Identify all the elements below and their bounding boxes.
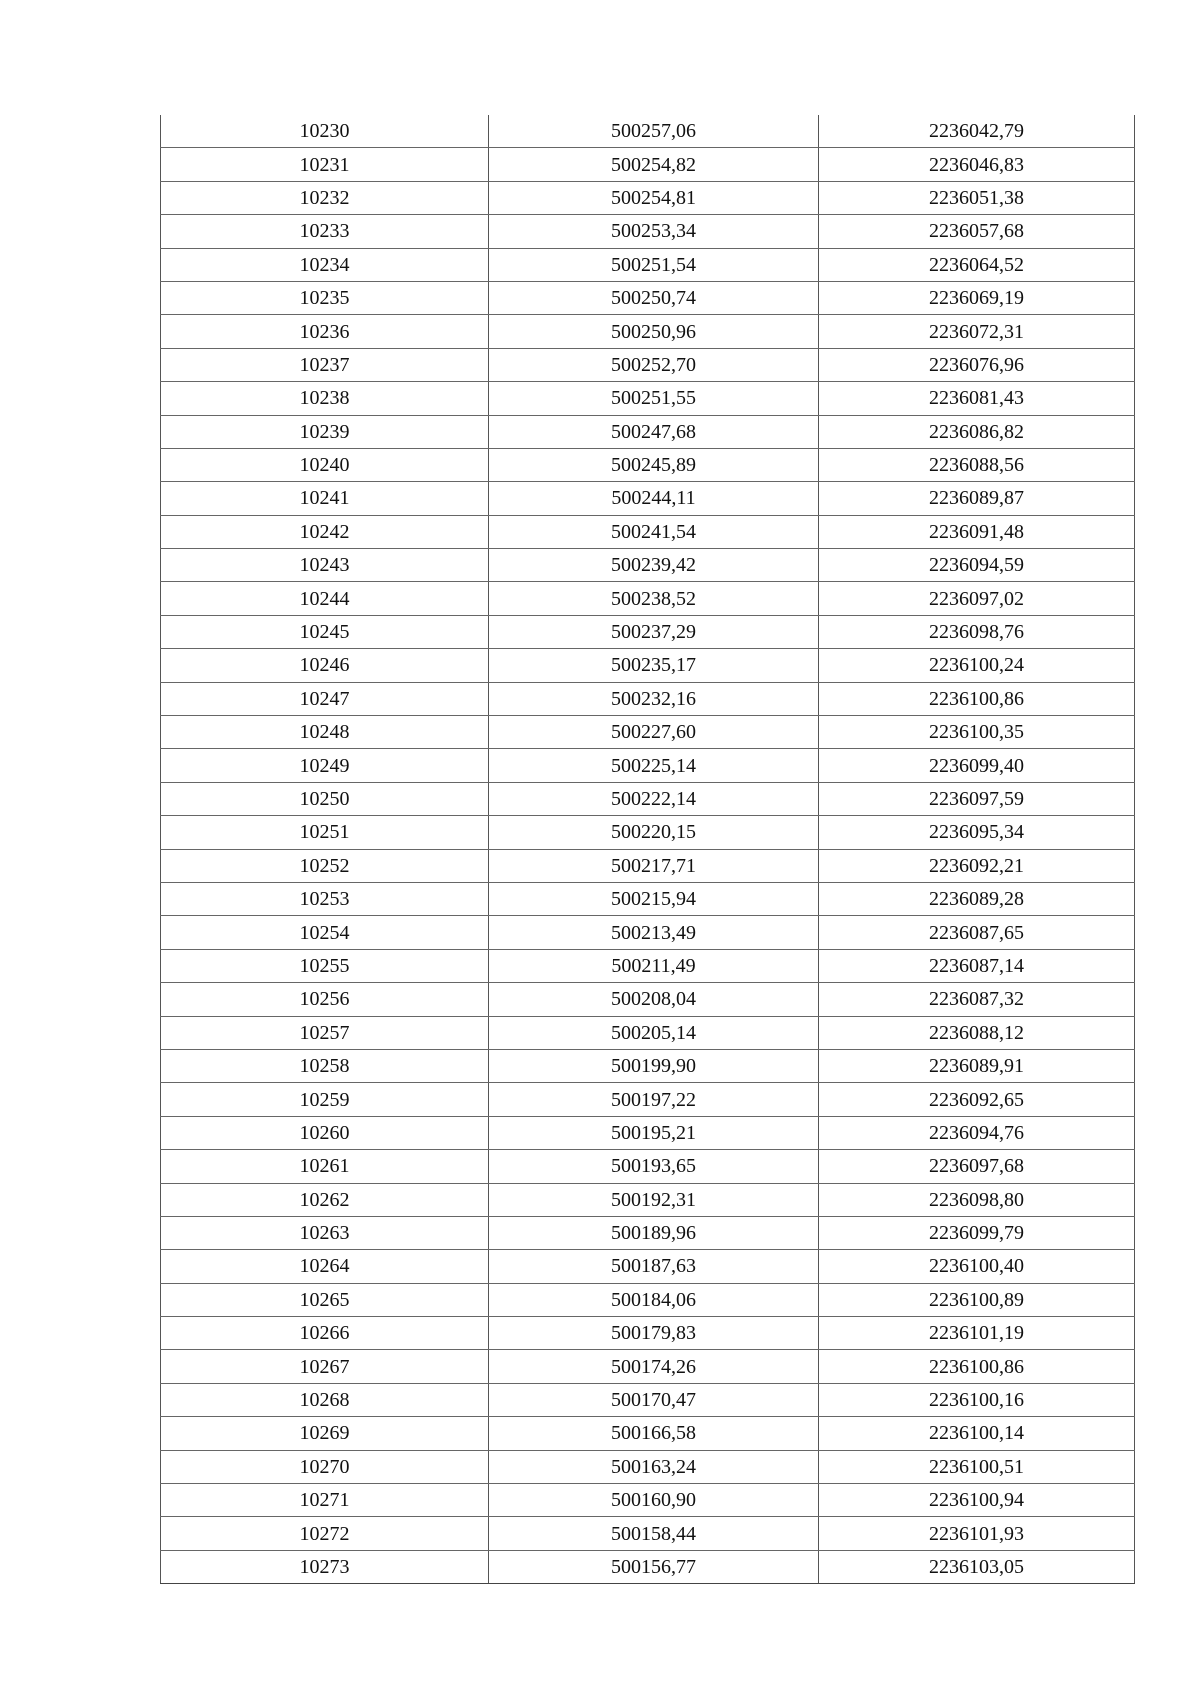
x-coordinate-cell: 500250,74	[489, 281, 819, 314]
x-coordinate-cell: 500193,65	[489, 1150, 819, 1183]
table-row	[161, 115, 1135, 148]
x-coordinate-cell: 500170,47	[489, 1383, 819, 1416]
x-coordinate-cell: 500244,11	[489, 482, 819, 515]
y-coordinate-cell: 2236051,38	[819, 181, 1135, 214]
y-coordinate-cell: 2236098,80	[819, 1183, 1135, 1216]
point-number-cell: 10253	[161, 882, 489, 915]
table-row	[161, 1350, 1135, 1383]
point-number-cell: 10236	[161, 315, 489, 348]
table-row	[161, 1417, 1135, 1450]
y-coordinate-cell: 2236081,43	[819, 382, 1135, 415]
table-row	[161, 549, 1135, 582]
point-number-cell: 10272	[161, 1517, 489, 1550]
y-coordinate-cell: 2236097,68	[819, 1150, 1135, 1183]
point-number-cell: 10231	[161, 148, 489, 181]
point-number-cell: 10242	[161, 515, 489, 548]
y-coordinate-cell: 2236100,35	[819, 716, 1135, 749]
x-coordinate-cell: 500163,24	[489, 1450, 819, 1483]
table-row	[161, 315, 1135, 348]
point-number-cell: 10252	[161, 849, 489, 882]
x-coordinate-cell: 500222,14	[489, 782, 819, 815]
table-row	[161, 348, 1135, 381]
y-coordinate-cell: 2236097,59	[819, 782, 1135, 815]
table-row	[161, 615, 1135, 648]
x-coordinate-cell: 500250,96	[489, 315, 819, 348]
table-row	[161, 148, 1135, 181]
x-coordinate-cell: 500251,54	[489, 248, 819, 281]
y-coordinate-cell: 2236094,59	[819, 549, 1135, 582]
y-coordinate-cell: 2236089,28	[819, 882, 1135, 915]
x-coordinate-cell: 500158,44	[489, 1517, 819, 1550]
y-coordinate-cell: 2236100,89	[819, 1283, 1135, 1316]
table-row	[161, 1250, 1135, 1283]
point-number-cell: 10261	[161, 1150, 489, 1183]
point-number-cell: 10263	[161, 1216, 489, 1249]
x-coordinate-cell: 500232,16	[489, 682, 819, 715]
point-number-cell: 10237	[161, 348, 489, 381]
y-coordinate-cell: 2236103,05	[819, 1550, 1135, 1583]
x-coordinate-cell: 500199,90	[489, 1049, 819, 1082]
y-coordinate-cell: 2236099,79	[819, 1216, 1135, 1249]
table-row	[161, 1450, 1135, 1483]
point-number-cell: 10273	[161, 1550, 489, 1583]
y-coordinate-cell: 2236087,14	[819, 949, 1135, 982]
point-number-cell: 10260	[161, 1116, 489, 1149]
y-coordinate-cell: 2236076,96	[819, 348, 1135, 381]
point-number-cell: 10248	[161, 716, 489, 749]
point-number-cell: 10241	[161, 482, 489, 515]
x-coordinate-cell: 500211,49	[489, 949, 819, 982]
point-number-cell: 10232	[161, 181, 489, 214]
y-coordinate-cell: 2236088,56	[819, 448, 1135, 481]
x-coordinate-cell: 500254,82	[489, 148, 819, 181]
point-number-cell: 10235	[161, 281, 489, 314]
y-coordinate-cell: 2236097,02	[819, 582, 1135, 615]
table-row	[161, 716, 1135, 749]
point-number-cell: 10239	[161, 415, 489, 448]
x-coordinate-cell: 500225,14	[489, 749, 819, 782]
y-coordinate-cell: 2236101,93	[819, 1517, 1135, 1550]
x-coordinate-cell: 500220,15	[489, 816, 819, 849]
y-coordinate-cell: 2236089,91	[819, 1049, 1135, 1082]
coordinates-table	[160, 115, 1135, 1584]
table-row	[161, 248, 1135, 281]
y-coordinate-cell: 2236100,51	[819, 1450, 1135, 1483]
x-coordinate-cell: 500241,54	[489, 515, 819, 548]
y-coordinate-cell: 2236087,65	[819, 916, 1135, 949]
x-coordinate-cell: 500160,90	[489, 1484, 819, 1517]
x-coordinate-cell: 500174,26	[489, 1350, 819, 1383]
y-coordinate-cell: 2236087,32	[819, 983, 1135, 1016]
x-coordinate-cell: 500205,14	[489, 1016, 819, 1049]
point-number-cell: 10246	[161, 649, 489, 682]
x-coordinate-cell: 500227,60	[489, 716, 819, 749]
x-coordinate-cell: 500237,29	[489, 615, 819, 648]
table-row	[161, 448, 1135, 481]
table-row	[161, 1216, 1135, 1249]
x-coordinate-cell: 500215,94	[489, 882, 819, 915]
x-coordinate-cell: 500208,04	[489, 983, 819, 1016]
table-row	[161, 1116, 1135, 1149]
y-coordinate-cell: 2236092,21	[819, 849, 1135, 882]
table-row	[161, 749, 1135, 782]
table-row	[161, 281, 1135, 314]
table-row	[161, 415, 1135, 448]
y-coordinate-cell: 2236100,40	[819, 1250, 1135, 1283]
point-number-cell: 10255	[161, 949, 489, 982]
table-row	[161, 1517, 1135, 1550]
point-number-cell: 10265	[161, 1283, 489, 1316]
point-number-cell: 10270	[161, 1450, 489, 1483]
point-number-cell: 10257	[161, 1016, 489, 1049]
table-row	[161, 916, 1135, 949]
table-row	[161, 382, 1135, 415]
table-row	[161, 782, 1135, 815]
point-number-cell: 10245	[161, 615, 489, 648]
point-number-cell: 10233	[161, 215, 489, 248]
point-number-cell: 10230	[161, 115, 489, 148]
x-coordinate-cell: 500189,96	[489, 1216, 819, 1249]
y-coordinate-cell: 2236086,82	[819, 415, 1135, 448]
x-coordinate-cell: 500197,22	[489, 1083, 819, 1116]
table-row	[161, 1317, 1135, 1350]
x-coordinate-cell: 500195,21	[489, 1116, 819, 1149]
point-number-cell: 10243	[161, 549, 489, 582]
x-coordinate-cell: 500192,31	[489, 1183, 819, 1216]
point-number-cell: 10238	[161, 382, 489, 415]
table-row	[161, 849, 1135, 882]
point-number-cell: 10254	[161, 916, 489, 949]
point-number-cell: 10250	[161, 782, 489, 815]
coordinates-table-body	[161, 115, 1135, 1584]
y-coordinate-cell: 2236100,16	[819, 1383, 1135, 1416]
y-coordinate-cell: 2236057,68	[819, 215, 1135, 248]
table-row	[161, 482, 1135, 515]
y-coordinate-cell: 2236042,79	[819, 115, 1135, 148]
y-coordinate-cell: 2236100,86	[819, 682, 1135, 715]
table-row	[161, 582, 1135, 615]
x-coordinate-cell: 500166,58	[489, 1417, 819, 1450]
table-row	[161, 181, 1135, 214]
y-coordinate-cell: 2236100,86	[819, 1350, 1135, 1383]
x-coordinate-cell: 500239,42	[489, 549, 819, 582]
y-coordinate-cell: 2236069,19	[819, 281, 1135, 314]
y-coordinate-cell: 2236100,24	[819, 649, 1135, 682]
x-coordinate-cell: 500187,63	[489, 1250, 819, 1283]
point-number-cell: 10247	[161, 682, 489, 715]
x-coordinate-cell: 500253,34	[489, 215, 819, 248]
table-row	[161, 215, 1135, 248]
x-coordinate-cell: 500179,83	[489, 1317, 819, 1350]
table-row	[161, 949, 1135, 982]
y-coordinate-cell: 2236089,87	[819, 482, 1135, 515]
point-number-cell: 10269	[161, 1417, 489, 1450]
point-number-cell: 10240	[161, 448, 489, 481]
point-number-cell: 10271	[161, 1484, 489, 1517]
table-row	[161, 1016, 1135, 1049]
x-coordinate-cell: 500252,70	[489, 348, 819, 381]
y-coordinate-cell: 2236046,83	[819, 148, 1135, 181]
x-coordinate-cell: 500184,06	[489, 1283, 819, 1316]
table-row	[161, 1550, 1135, 1583]
point-number-cell: 10264	[161, 1250, 489, 1283]
y-coordinate-cell: 2236094,76	[819, 1116, 1135, 1149]
table-row	[161, 682, 1135, 715]
y-coordinate-cell: 2236098,76	[819, 615, 1135, 648]
y-coordinate-cell: 2236092,65	[819, 1083, 1135, 1116]
y-coordinate-cell: 2236088,12	[819, 1016, 1135, 1049]
table-row	[161, 1183, 1135, 1216]
y-coordinate-cell: 2236091,48	[819, 515, 1135, 548]
point-number-cell: 10258	[161, 1049, 489, 1082]
x-coordinate-cell: 500217,71	[489, 849, 819, 882]
x-coordinate-cell: 500235,17	[489, 649, 819, 682]
table-row	[161, 1484, 1135, 1517]
x-coordinate-cell: 500238,52	[489, 582, 819, 615]
table-row	[161, 816, 1135, 849]
table-row	[161, 649, 1135, 682]
table-row	[161, 1083, 1135, 1116]
point-number-cell: 10266	[161, 1317, 489, 1350]
point-number-cell: 10244	[161, 582, 489, 615]
point-number-cell: 10267	[161, 1350, 489, 1383]
point-number-cell: 10262	[161, 1183, 489, 1216]
x-coordinate-cell: 500257,06	[489, 115, 819, 148]
point-number-cell: 10268	[161, 1383, 489, 1416]
y-coordinate-cell: 2236100,94	[819, 1484, 1135, 1517]
point-number-cell: 10249	[161, 749, 489, 782]
table-row	[161, 1150, 1135, 1183]
table-row	[161, 1283, 1135, 1316]
table-row	[161, 1049, 1135, 1082]
x-coordinate-cell: 500251,55	[489, 382, 819, 415]
x-coordinate-cell: 500245,89	[489, 448, 819, 481]
table-row	[161, 515, 1135, 548]
point-number-cell: 10259	[161, 1083, 489, 1116]
y-coordinate-cell: 2236095,34	[819, 816, 1135, 849]
table-row	[161, 1383, 1135, 1416]
table-row	[161, 882, 1135, 915]
y-coordinate-cell: 2236064,52	[819, 248, 1135, 281]
x-coordinate-cell: 500254,81	[489, 181, 819, 214]
x-coordinate-cell: 500213,49	[489, 916, 819, 949]
point-number-cell: 10234	[161, 248, 489, 281]
table-row	[161, 983, 1135, 1016]
y-coordinate-cell: 2236100,14	[819, 1417, 1135, 1450]
x-coordinate-cell: 500247,68	[489, 415, 819, 448]
x-coordinate-cell: 500156,77	[489, 1550, 819, 1583]
y-coordinate-cell: 2236101,19	[819, 1317, 1135, 1350]
y-coordinate-cell: 2236072,31	[819, 315, 1135, 348]
point-number-cell: 10251	[161, 816, 489, 849]
y-coordinate-cell: 2236099,40	[819, 749, 1135, 782]
point-number-cell: 10256	[161, 983, 489, 1016]
